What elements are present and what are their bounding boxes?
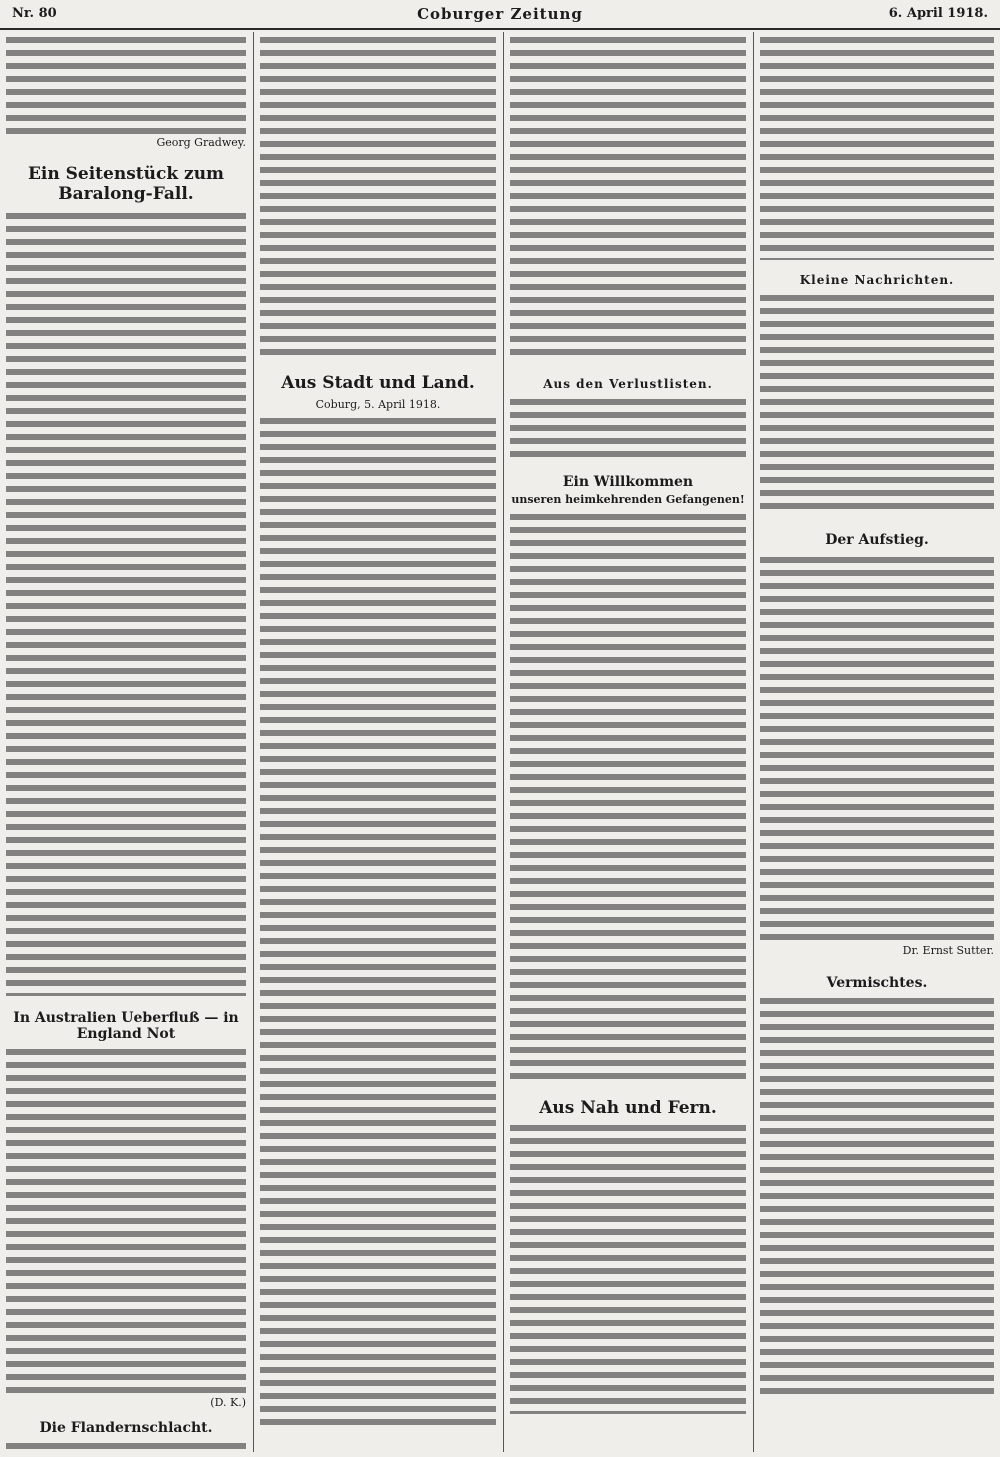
newspaper-title: Coburger Zeitung xyxy=(417,5,583,23)
article-headline: unseren heimkehrenden Gefangenen! xyxy=(511,492,745,506)
article-body xyxy=(6,34,246,134)
article-body xyxy=(510,34,746,362)
issue-number: Nr. 80 xyxy=(12,6,57,21)
article-body xyxy=(760,292,994,514)
article-body xyxy=(6,210,246,996)
section-headline: Vermischtes. xyxy=(826,975,928,992)
section-headline: Kleine Nachrichten. xyxy=(799,273,955,287)
article-body xyxy=(760,995,994,1399)
article-headline: In Australien Ueberfluß — in England Not xyxy=(13,1010,239,1043)
article-signature: (D. K.) xyxy=(210,1396,246,1410)
article-signature: Dr. Ernst Sutter. xyxy=(902,943,994,957)
section-headline: Aus Nah und Fern. xyxy=(539,1097,717,1118)
article-headline: Die Flandernschlacht. xyxy=(39,1419,213,1436)
section-headline: Aus den Verlustlisten. xyxy=(543,377,713,391)
column-2 xyxy=(254,34,502,1450)
dateline: Coburg, 5. April 1918. xyxy=(315,397,441,411)
column-3 xyxy=(504,34,752,1450)
article-body xyxy=(510,511,746,1081)
article-body xyxy=(760,34,994,260)
masthead xyxy=(0,0,1000,30)
article-headline: Ein Seitenstück zum Baralong-Fall. xyxy=(27,164,225,204)
article-body xyxy=(510,1122,746,1414)
column-1 xyxy=(0,34,252,1450)
article-byline: Georg Gradwey. xyxy=(156,136,246,149)
section-headline: Aus Stadt und Land. xyxy=(281,373,475,393)
article-body xyxy=(510,396,746,462)
article-headline: Ein Willkommen xyxy=(562,473,694,490)
article-body xyxy=(260,415,496,1425)
article-headline: Der Aufstieg. xyxy=(825,531,929,548)
article-body xyxy=(6,1440,246,1450)
issue-date: 6. April 1918. xyxy=(888,6,988,21)
article-body xyxy=(760,554,994,942)
column-4 xyxy=(754,34,1000,1450)
article-body xyxy=(260,34,496,356)
article-body xyxy=(6,1046,246,1394)
